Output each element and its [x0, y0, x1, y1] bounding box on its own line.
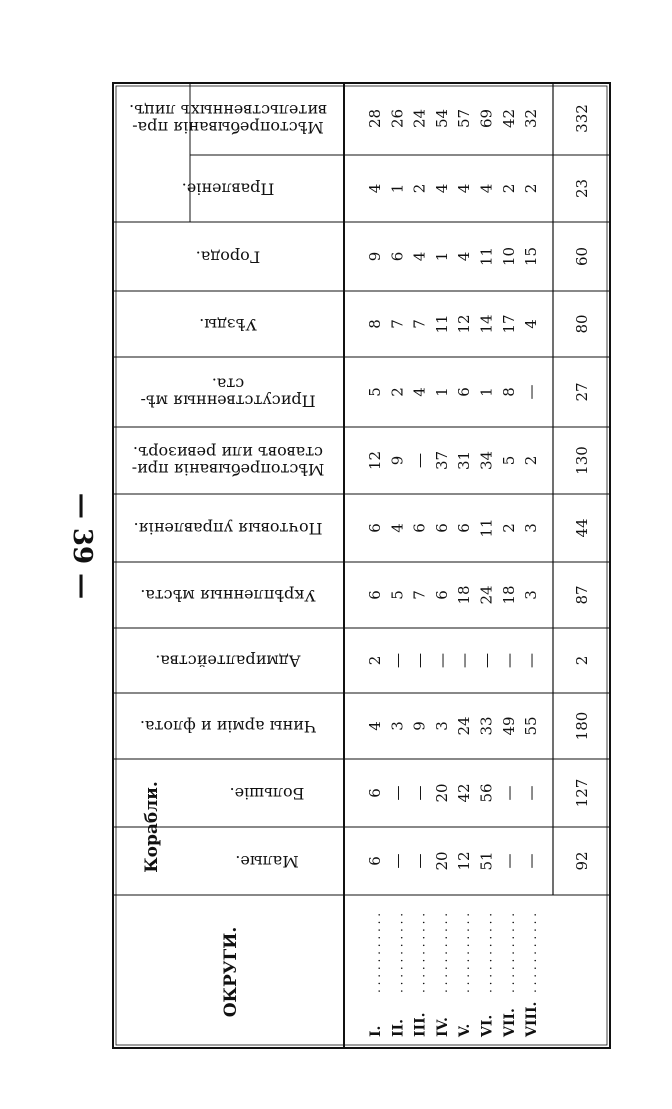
- district-label: IV.: [434, 1017, 451, 1037]
- column-total: 180: [573, 711, 591, 741]
- district-row-label: [390, 913, 406, 1037]
- table-cell-value: 9: [410, 721, 429, 731]
- column-header: [182, 180, 275, 199]
- table-cell-value: 5: [499, 455, 518, 466]
- column-header: [155, 652, 300, 671]
- column-total: 60: [573, 246, 591, 267]
- column-header: [235, 852, 298, 871]
- table-cell-value: 6: [432, 523, 451, 533]
- column-header-line: Большіе.: [229, 784, 305, 803]
- district-label: VIII.: [524, 1001, 541, 1037]
- district-label: VII.: [501, 1008, 518, 1037]
- district-row-label: [524, 913, 540, 1038]
- table-cell-value: 4: [522, 319, 541, 329]
- district-row-label: [457, 913, 473, 1038]
- statistics-table-svg: [112, 82, 611, 1049]
- table-cell-value: 12: [455, 314, 474, 334]
- table-cell-value: 2: [366, 655, 384, 666]
- leader-dots: . . . . . . . . . . .: [369, 912, 383, 993]
- column-header: [196, 248, 261, 267]
- table-cell-value: 20: [432, 851, 451, 871]
- table-cell-value: 3: [522, 590, 541, 600]
- table-cell-value: 3: [432, 721, 451, 731]
- column-total: 127: [573, 778, 591, 808]
- table-cell-value: 69: [477, 108, 496, 129]
- district-label: II.: [390, 1019, 407, 1037]
- column-header-line: ставовъ или ревизоръ.: [132, 443, 324, 462]
- column-total: 27: [573, 382, 591, 402]
- table-cell-value: 4: [410, 251, 429, 262]
- table-cell-value: —: [499, 653, 518, 668]
- table-cell-value: —: [455, 653, 474, 668]
- table-cell-value: 31: [455, 450, 474, 471]
- column-total: 130: [573, 446, 591, 475]
- table-cell-value: 3: [388, 721, 407, 731]
- table-cell-value: —: [410, 853, 429, 869]
- table-cell-value: 54: [432, 108, 451, 129]
- table-cell-value: 12: [366, 450, 384, 471]
- leader-dots: . . . . . . . . . . .: [413, 912, 428, 993]
- table-cell-value: 6: [432, 590, 451, 600]
- table-cell-value: 8: [366, 319, 384, 329]
- column-header-line: Укрѣпленныя мѣста.: [140, 586, 316, 605]
- table-cell-value: 2: [410, 183, 429, 194]
- table-cell-value: 56: [477, 783, 496, 803]
- leader-dots: . . . . . . . . . . .: [480, 912, 495, 993]
- column-header-line: Мѣстопребыванія пра-: [132, 118, 324, 137]
- statistics-table: [112, 82, 611, 1049]
- table-cell-value: 6: [388, 251, 407, 262]
- table-cell-value: 5: [388, 590, 407, 600]
- table-cell-value: 55: [522, 716, 541, 736]
- table-cell-value: —: [410, 785, 429, 801]
- table-cell-value: —: [432, 653, 451, 668]
- table-cell-value: 6: [366, 590, 384, 600]
- table-cell-value: 4: [366, 721, 384, 731]
- table-cell-value: 17: [499, 314, 518, 334]
- table-cell-value: 3: [522, 523, 541, 533]
- table-cell-value: 6: [410, 523, 429, 533]
- ships-group-header: Корабли.: [142, 781, 162, 873]
- table-cell-value: 10: [499, 246, 518, 267]
- table-cell-value: 24: [477, 585, 496, 605]
- district-row-label: [435, 913, 451, 1037]
- column-header: [133, 519, 322, 538]
- table-cell-value: 6: [366, 788, 384, 798]
- table-cell-value: 15: [522, 246, 541, 267]
- table-cell-value: 6: [455, 387, 474, 397]
- column-total: 44: [573, 518, 591, 538]
- table-cell-value: —: [388, 853, 407, 869]
- table-cell-value: 11: [477, 518, 496, 538]
- table-cell-value: 9: [366, 251, 384, 262]
- table-cell-value: 6: [366, 523, 384, 533]
- leader-dots: . . . . . . . . . . .: [435, 912, 450, 993]
- table-cell-value: 4: [477, 183, 496, 194]
- column-header-line: Правленіе.: [181, 179, 275, 199]
- table-cell-value: 34: [477, 450, 496, 471]
- column-header-line: Чины арміи и флота.: [139, 717, 317, 736]
- table-cell-value: 2: [522, 455, 541, 466]
- table-cell-value: 4: [432, 183, 451, 194]
- column-header: [140, 586, 316, 605]
- districts-header: ОКРУГИ.: [221, 926, 241, 1018]
- table-cell-value: —: [388, 785, 407, 801]
- leader-dots: . . . . . . . . . . .: [525, 912, 540, 993]
- table-cell-value: 1: [477, 387, 496, 397]
- column-header-line: ста.: [211, 374, 245, 394]
- table-cell-value: —: [410, 653, 429, 668]
- column-header-line: Почтовыя управленія.: [133, 519, 323, 538]
- table-cell-value: —: [388, 653, 407, 668]
- column-header: [132, 443, 325, 479]
- table-cell-value: —: [499, 853, 518, 869]
- table-cell-value: 4: [455, 183, 474, 194]
- column-header-line: Уѣзды.: [199, 315, 257, 334]
- column-header-line: Малые.: [235, 852, 299, 871]
- table-cell-value: 12: [455, 851, 474, 871]
- column-header: [140, 375, 315, 411]
- district-row-label: [368, 913, 384, 1037]
- table-cell-value: 2: [499, 183, 518, 194]
- table-cell-value: 7: [410, 319, 429, 329]
- table-cell-value: 26: [388, 108, 407, 129]
- page-number-text: — 39 —: [67, 492, 97, 600]
- table-cell-value: 57: [455, 108, 474, 129]
- column-total: 92: [573, 851, 591, 871]
- table-cell-value: 24: [455, 716, 474, 736]
- leader-dots: . . . . . . . . . . .: [458, 912, 473, 993]
- column-total: 2: [573, 655, 591, 666]
- table-cell-value: 4: [388, 523, 407, 533]
- table-cell-value: 7: [388, 319, 407, 329]
- table-cell-value: 18: [499, 585, 518, 605]
- table-cell-value: —: [499, 785, 518, 801]
- column-total: 23: [573, 178, 591, 199]
- district-row-label: [502, 913, 518, 1038]
- table-cell-value: 32: [522, 108, 541, 129]
- table-cell-value: 18: [455, 585, 474, 605]
- leader-dots: . . . . . . . . . . .: [391, 912, 406, 993]
- table-cell-value: 4: [410, 387, 429, 397]
- column-header: [140, 717, 316, 736]
- table-cell-value: 6: [366, 856, 384, 866]
- district-row-label: [480, 913, 496, 1038]
- table-outer-border: [113, 83, 610, 1048]
- table-cell-value: 11: [432, 314, 451, 334]
- district-label: V.: [457, 1023, 474, 1037]
- table-cell-value: —: [522, 853, 541, 869]
- column-header-line: Мѣстопребыванія при-: [131, 460, 325, 479]
- table-cell-value: 14: [477, 314, 496, 334]
- district-row-label: [413, 913, 429, 1037]
- table-cell-value: 24: [410, 108, 429, 129]
- table-cell-value: 33: [477, 716, 496, 736]
- table-cell-value: 2: [499, 523, 518, 533]
- table-cell-value: 7: [410, 590, 429, 600]
- table-cell-value: 1: [388, 183, 407, 194]
- table-cell-value: 42: [499, 108, 518, 129]
- column-total: 80: [573, 314, 591, 334]
- column-total: 332: [573, 104, 591, 133]
- column-header: [230, 784, 305, 803]
- table-cell-value: —: [522, 653, 541, 668]
- table-cell-value: 5: [366, 387, 384, 397]
- table-cell-value: 11: [477, 246, 496, 267]
- table-cell-value: 2: [522, 183, 541, 194]
- table-cell-value: 4: [366, 183, 384, 194]
- table-cell-value: 20: [432, 783, 451, 803]
- district-label: VI.: [479, 1014, 496, 1037]
- table-cell-value: —: [522, 785, 541, 801]
- table-cell-value: 2: [388, 387, 407, 397]
- column-header: [129, 101, 327, 137]
- table-cell-value: 9: [388, 455, 407, 466]
- column-total: 87: [573, 585, 591, 605]
- table-cell-value: —: [522, 384, 541, 400]
- column-header-line: Города.: [195, 247, 261, 267]
- column-header-line: Присутственныя мѣ-: [140, 391, 316, 411]
- column-header: [199, 315, 257, 334]
- table-cell-value: 8: [499, 387, 518, 397]
- table-cell-value: 51: [477, 851, 496, 871]
- column-header-line: Адмиралтейства.: [155, 651, 301, 671]
- leader-dots: . . . . . . . . . . .: [502, 912, 517, 993]
- table-cell-value: 42: [455, 783, 474, 803]
- table-cell-value: —: [410, 453, 429, 468]
- table-cell-value: 1: [432, 251, 451, 262]
- table-cell-value: 4: [455, 251, 474, 262]
- table-cell-value: —: [477, 653, 496, 668]
- table-cell-value: 49: [499, 716, 518, 736]
- column-header-line: вительственныхъ лицъ.: [129, 101, 327, 120]
- table-inner-border: [116, 86, 607, 1045]
- table-cell-value: 28: [366, 108, 384, 129]
- table-cell-value: 6: [455, 523, 474, 533]
- table-cell-value: 37: [432, 450, 451, 471]
- district-label: III.: [412, 1012, 429, 1037]
- table-cell-value: 1: [432, 387, 451, 397]
- district-label: I.: [368, 1025, 384, 1037]
